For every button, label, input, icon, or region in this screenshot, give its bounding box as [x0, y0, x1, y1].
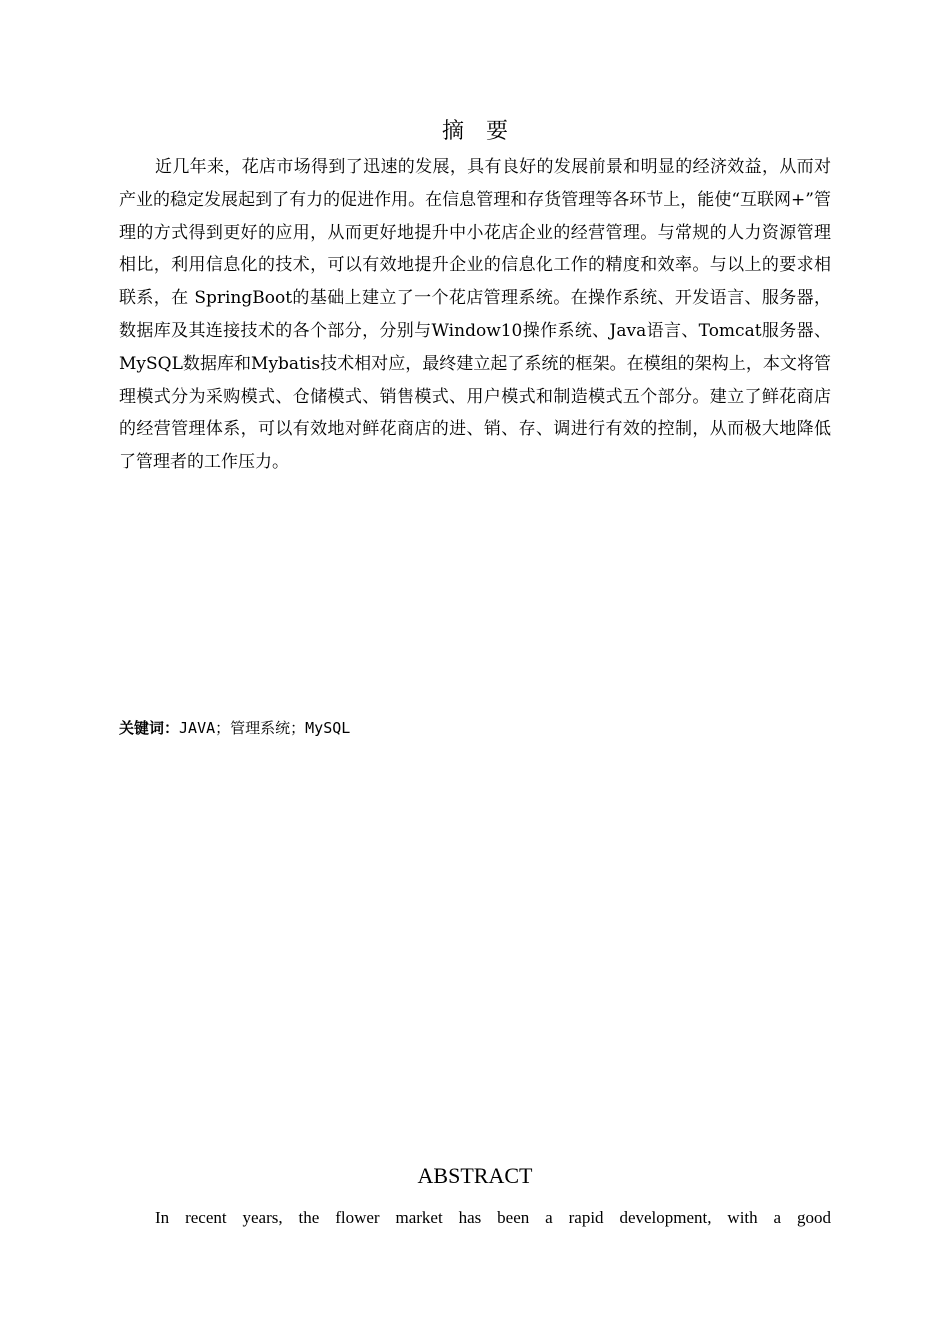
keywords-line — [119, 714, 831, 742]
chinese-abstract-body: 近几年来，花店市场得到了迅速的发展，具有良好的发展前景和明显的经济效益，从而对产业的稳定发展起到了有力的促进作用。在信息管理和存货管理等各环节上，能使“互联网+”管理的方式得到更好的应用，从而更好地提升中小花店企业的经营管理。与常规的人力资源管理相比，利用信息化的技术，可以有效地提升企业的信息化工作的精度和效率。与以上的要求相联系，在 SpringBoot的基础上建立了一个花店管理系统。在操作系统、开发语言、服务器，数据库及其连接技术的各个部分，分别与Window10操作系统、Java语言、Tomcat服务器、MySQL数据库和Mybatis技术相对应，最终建立起了系统的框架。在模组的架构上，本文将管理模式分为采购模式、仓储模式、销售模式、用户模式和制造模式五个部分。建立了鲜花商店的经营管理体系，可以有效地对鲜花商店的进、销、存、调进行有效的控制，从而极大地降低了管理者的工作压力。 — [119, 157, 831, 473]
english-abstract-body: In recent years, the flower market has been a rapid development, with a good — [155, 1208, 831, 1227]
chinese-abstract-title: 摘要 — [441, 119, 530, 144]
keywords-value: JAVA；管理系统；MySQL — [179, 719, 351, 737]
keywords-label: 关键词： — [119, 719, 180, 737]
english-abstract-title: ABSTRACT — [417, 1163, 533, 1188]
